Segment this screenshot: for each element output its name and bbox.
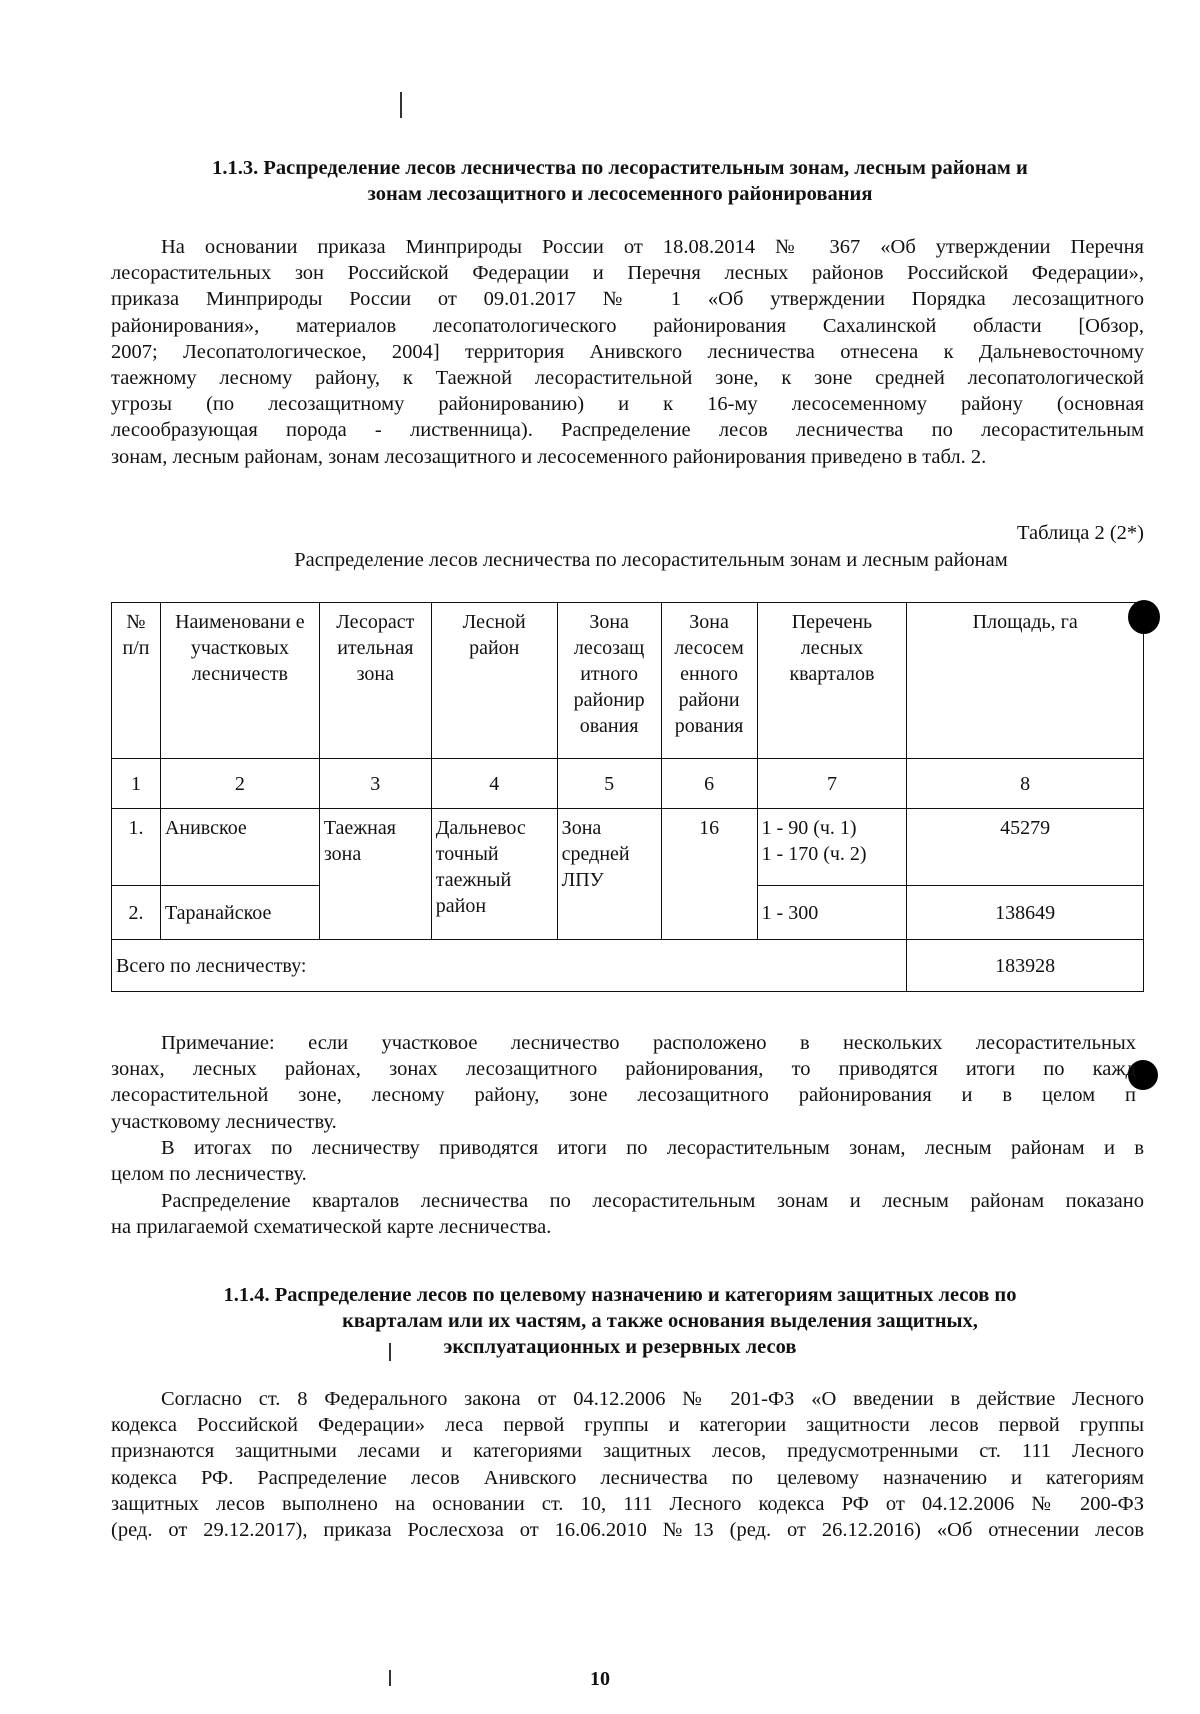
paragraph-line: районирования», материалов лесопатологического районирования Сахалинской области [Обзор, xyxy=(111,314,1144,337)
forestry-name: Таранайское xyxy=(160,886,319,940)
paragraph-line: зонам, лесным районам, зонам лесозащитного и лесосеменного районирования приведено в табл. 2. xyxy=(111,445,987,468)
paragraph-line: на прилагаемой схематической карте лесничества. xyxy=(111,1216,552,1239)
section-paragraph xyxy=(111,234,1144,470)
paragraph-line: На основании приказа Минприроды России от 18.08.2014 № 367 «Об утверждении Перечня xyxy=(161,236,1144,258)
quarters-list: 1 - 300 xyxy=(757,886,907,940)
table-row xyxy=(112,809,1144,886)
total-row xyxy=(112,940,1144,992)
column-number: 8 xyxy=(907,759,1144,809)
paragraph-line: Примечание: если участковое лесничество расположено в нескольких лесорастительных xyxy=(161,1032,1136,1054)
paragraph-line: лесорастительных зон Российской Федерации и Перечня лесных районов Российской Федерации», xyxy=(111,262,1144,285)
section-title-line: 1.1.4. Распределение лесов по целевому назначению и категориям защитных лесов по xyxy=(223,1284,1017,1306)
paragraph-line: Распределение кварталов лесничества по лесорастительным зонам и лесным районам показано xyxy=(161,1190,1144,1212)
header-cell: Зона лесозащ итного районир ования xyxy=(557,603,661,759)
quarters-item: 1 - 170 (ч. 2) xyxy=(761,843,867,865)
distribution-table xyxy=(111,602,1144,992)
column-number: 7 xyxy=(757,759,907,809)
page-number: 10 xyxy=(590,1668,610,1690)
column-number: 6 xyxy=(661,759,757,809)
column-number: 4 xyxy=(431,759,557,809)
column-number: 3 xyxy=(319,759,431,809)
quarters-list xyxy=(757,809,907,886)
paragraph-line: (ред. от 29.12.2017), приказа Рослесхоза от 16.06.2010 №13 (ред. от 26.12.2016) «Об отнесении лесов xyxy=(111,1519,1144,1542)
section-title-line: кварталам или их частям, а также основания выделения защитных, xyxy=(342,1310,978,1332)
scan-mark xyxy=(400,92,402,118)
column-number: 2 xyxy=(160,759,319,809)
table-caption: Распределение лесов лесничества по лесорастительным зонам и лесным районам xyxy=(294,549,1008,571)
section-title xyxy=(100,1282,1140,1360)
paragraph-line: угрозы (по лесозащитному районированию) и к 16-му лесосеменному району (основная xyxy=(111,393,1144,416)
area-value: 45279 xyxy=(907,809,1144,886)
paragraph-line: участковому лесничеству. xyxy=(111,1110,337,1133)
paragraph-line: кодекса Российской Федерации» леса первой группы и категории защитности лесов первой группы xyxy=(111,1414,1144,1437)
header-cell: Зона лесосем енного райони рования xyxy=(661,603,757,759)
paragraph-line: 2007; Лесопатологическое, 2004] территория Анивского лесничества отнесена к Дальневосточному xyxy=(111,340,1144,363)
header-cell: Наименовани е участковых лесничеств xyxy=(160,603,319,759)
section-title-line: зонам лесозащитного и лесосеменного районирования xyxy=(367,183,873,205)
total-value: 183928 xyxy=(907,940,1144,992)
seed-zone: 16 xyxy=(661,809,757,940)
row-number: 2. xyxy=(112,886,161,940)
row-number: 1. xyxy=(112,809,161,886)
note-paragraph xyxy=(111,1030,1136,1135)
total-label: Всего по лесничеству: xyxy=(112,940,907,992)
ink-blot xyxy=(1128,600,1160,634)
section-title-line: 1.1.3. Распределение лесов лесничества по лесорастительным зонам, лесным районам и xyxy=(212,157,1028,179)
paragraph-line: признаются защитными лесами и категориями защитных лесов, предусмотренными ст. 111 Лесного xyxy=(111,1440,1144,1463)
section-title xyxy=(100,155,1140,207)
paragraph-line: кодекса РФ. Распределение лесов Анивского лесничества по целевому назначению и категориям xyxy=(111,1466,1144,1489)
paragraph-line: В итогах по лесничеству приводятся итоги по лесорастительным зонам, лесным районам и в xyxy=(161,1137,1144,1159)
section-paragraph xyxy=(111,1386,1144,1543)
paragraph-line: лесорастительной зоне, лесному району, зоне лесозащитного районирования и в целом п xyxy=(111,1084,1136,1107)
forest-zone: Таежная зона xyxy=(319,809,431,940)
forestry-name: Анивское xyxy=(160,809,319,886)
paragraph-line: целом по лесничеству. xyxy=(111,1163,307,1186)
forest-region: Дальневос точный таежный район xyxy=(431,809,557,940)
paragraph-line: таежному лесному району, к Таежной лесорастительной зоне, к зоне средней лесопатологической xyxy=(111,367,1144,390)
table-label: Таблица 2 (2*) xyxy=(1017,522,1144,544)
paragraph-line: лесообразующая порода - лиственница). Распределение лесов лесничества по лесорастительным xyxy=(111,419,1144,442)
note-paragraph xyxy=(111,1188,1144,1240)
column-number: 5 xyxy=(557,759,661,809)
header-cell: Площадь, га xyxy=(907,603,1144,759)
paragraph-line: защитных лесов выполнено на основании ст. 10, 111 Лесного кодекса РФ от 04.12.2006 № 200-ФЗ xyxy=(111,1492,1144,1515)
column-number-row xyxy=(112,759,1144,809)
paragraph-line: Согласно ст. 8 Федерального закона от 04.12.2006 № 201-ФЗ «О введении в действие Лесного xyxy=(161,1388,1144,1410)
header-cell: Перечень лесных кварталов xyxy=(757,603,907,759)
area-value: 138649 xyxy=(907,886,1144,940)
note-paragraph xyxy=(111,1135,1144,1187)
protection-zone: Зона средней ЛПУ xyxy=(557,809,661,940)
header-cell: Лесной район xyxy=(431,603,557,759)
column-number: 1 xyxy=(112,759,161,809)
section-title-line: эксплуатационных и резервных лесов xyxy=(443,1336,797,1358)
table-header-row xyxy=(112,603,1144,759)
header-cell: Лесораст ительная зона xyxy=(319,603,431,759)
paragraph-line: приказа Минприроды России от 09.01.2017 № 1 «Об утверждении Порядка лесозащитного xyxy=(111,288,1144,311)
header-cell: № п/п xyxy=(112,603,161,759)
paragraph-line: зонах, лесных районах, зонах лесозащитного районирования, то приводятся итоги по кажд xyxy=(111,1058,1136,1081)
quarters-item: 1 - 90 (ч. 1) xyxy=(761,817,857,839)
